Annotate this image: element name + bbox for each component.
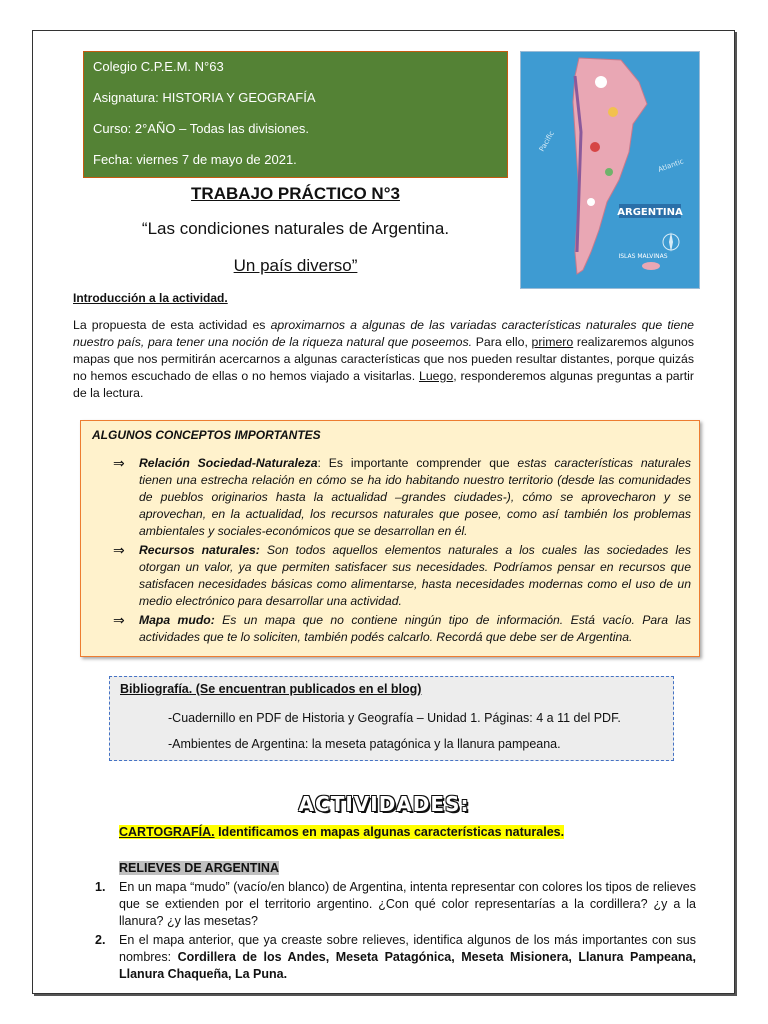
cartography-heading: CARTOGRAFÍA. Identificamos en mapas algunas características naturales. bbox=[119, 825, 565, 839]
relieves-heading: RELIEVES DE ARGENTINA bbox=[119, 861, 279, 875]
map-label-argentina: ARGENTINA bbox=[617, 207, 683, 218]
question-number: 1. bbox=[95, 880, 106, 894]
page-title: TRABAJO PRÁCTICO N°3 bbox=[191, 184, 400, 203]
activities-heading: ACTIVIDADES: bbox=[298, 792, 470, 816]
concept-natural-resources: ⇒ Recursos naturales: Son todos aquellos elementos naturales a los cuales las sociedades les otorgan un valor, ya que permiten satisfacer sus necesidades. Podríamos pensar en recursos que satisfacen necesidades básicas como alimentarse, hasta necesidades modernas como el uso de un medio electrónico para desarrollar una actividad. bbox=[113, 542, 691, 608]
intro-paragraph: La propuesta de esta actividad es aproximarnos a algunas de las variadas características naturales que tiene nuestro país, para tener una noción de la riqueza natural que poseemos. Para ello, primero realizaremos algunos mapas que nos permitirán acercarnos a algunas características que nos pueden resultar distantes, porque quizás no hemos escuchado de ellas o no hemos viajado a visitarlas. Luego, responderemos algunas preguntas a partir de la lectura. bbox=[73, 318, 695, 400]
map-label-pacific: Pacific bbox=[537, 129, 556, 153]
school-name: Colegio C.P.E.M. N°63 bbox=[93, 59, 224, 74]
question-2: 2. En el mapa anterior, que ya creaste sobre relieves, identifica algunos de los más importantes con sus nombres: Cordillera de los Andes, Meseta Patagónica, Meseta Misionera, Llanura Pampeana, Llanura Chaqueña, La Puna. bbox=[95, 933, 696, 981]
bibliography-item: -Ambientes de Argentina: la meseta patagónica y la llanura pampeana. bbox=[168, 737, 561, 751]
bibliography-box bbox=[109, 676, 674, 761]
intro-heading: Introducción a la actividad. bbox=[73, 291, 228, 305]
subtitle-line2: Un país diverso” bbox=[233, 256, 358, 275]
course: Curso: 2°AÑO – Todas las divisiones. bbox=[93, 121, 309, 136]
bibliography-item: -Cuadernillo en PDF de Historia y Geografía – Unidad 1. Páginas: 4 a 11 del PDF. bbox=[168, 711, 621, 725]
arrow-icon: ⇒ bbox=[113, 612, 125, 628]
bibliography-heading: Bibliografía. (Se encuentran publicados en el blog) bbox=[120, 682, 422, 696]
concept-society-nature: ⇒ Relación Sociedad-Naturaleza: Es importante comprender que estas características naturales tienen una estrecha relación en cómo se ha ido habitando nuestro territorio (desde las comunidades de pueblos originarios hasta la actualidad –grandes ciudades-), cómo se aprovecharon y se aprovechan, en la actualidad, los recursos naturales que posee, como así también los problemas ambientales y sociales-económicos que se desarrollan en él. bbox=[113, 455, 691, 538]
question-1: 1. En un mapa “mudo” (vacío/en blanco) de Argentina, intenta representar con colores los tipos de relieves que se extienden por el territorio argentino. ¿Con qué color representarías a la cordillera? ¿y a la llanura? ¿y las mesetas? bbox=[95, 880, 696, 928]
subtitle-line1: “Las condiciones naturales de Argentina. bbox=[141, 219, 450, 238]
date: Fecha: viernes 7 de mayo de 2021. bbox=[93, 152, 297, 167]
concepts-heading: ALGUNOS CONCEPTOS IMPORTANTES bbox=[92, 428, 321, 442]
subject: Asignatura: HISTORIA Y GEOGRAFÍA bbox=[93, 90, 316, 105]
arrow-icon: ⇒ bbox=[113, 542, 125, 558]
map-label-atlantic: Atlantic bbox=[656, 157, 685, 174]
question-number: 2. bbox=[95, 933, 106, 947]
concept-blank-map: ⇒ Mapa mudo: Es un mapa que no contiene ningún tipo de información. Está vacío. Para las actividades que te lo soliciten, también podés calcarlo. Recordá que debe ser de Argentina. bbox=[113, 612, 691, 644]
arrow-icon: ⇒ bbox=[113, 455, 125, 471]
header-info-box bbox=[83, 51, 508, 178]
concepts-box bbox=[80, 420, 700, 657]
map-label-malvinas: ISLAS MALVINAS bbox=[618, 253, 668, 260]
map-illustration bbox=[521, 52, 700, 289]
argentina-map-image bbox=[520, 51, 700, 289]
